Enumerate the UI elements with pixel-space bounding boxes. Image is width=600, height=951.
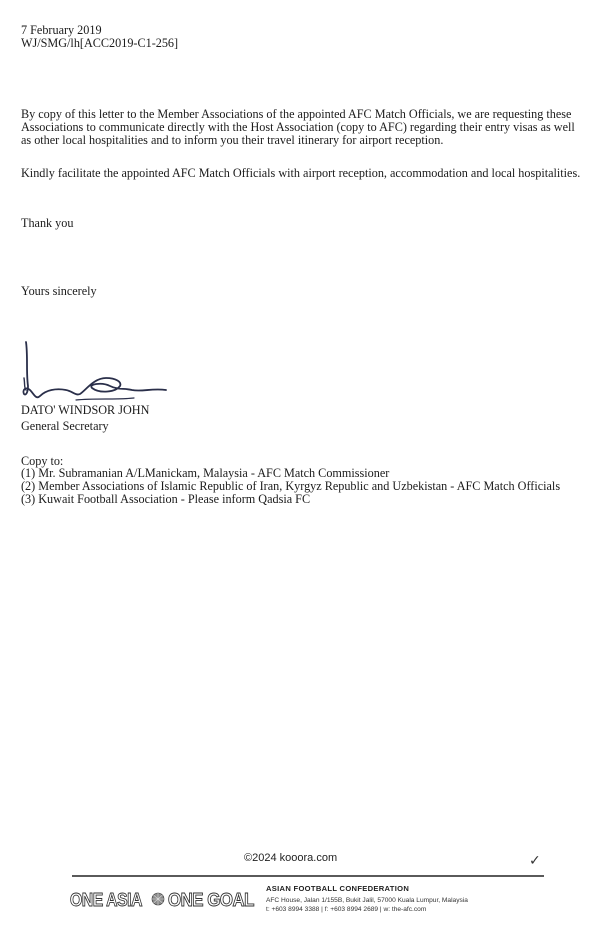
organization-address: AFC House, Jalan 1/155B, Bukit Jalil, 57000 Kuala Lumpur, Malaysia — [266, 897, 468, 904]
svg-text:ONE ASIA: ONE ASIA — [70, 890, 143, 910]
letter-date: 7 February 2019 — [21, 23, 102, 37]
organization-name: ASIAN FOOTBALL CONFEDERATION — [266, 884, 410, 893]
slogan-logo — [68, 886, 258, 912]
signatory-name: DATO' WINDSOR JOHN — [21, 403, 150, 417]
paragraph-line: as other local hospitalities and to inform you their travel itinerary for airport reception. — [21, 133, 444, 147]
signatory-title: General Secretary — [21, 419, 109, 433]
list-item: (3) Kuwait Football Association - Please inform Qadsia FC — [21, 492, 311, 506]
paragraph-facilitate: Kindly facilitate the appointed AFC Match Officials with airport reception, accommodation and local hospitalities. — [21, 166, 581, 180]
closing-text: Yours sincerely — [21, 284, 97, 298]
handwritten-signature — [16, 338, 186, 412]
footer-divider — [72, 875, 544, 877]
check-mark-icon: ✓ — [529, 852, 541, 868]
svg-text:ONE GOAL: ONE GOAL — [168, 890, 255, 910]
reference-number: WJ/SMG/lh[ACC2019-C1-256] — [21, 36, 179, 50]
paragraph-visa-request — [21, 108, 575, 147]
list-item: (2) Member Associations of Islamic Republic of Iran, Kyrgyz Republic and Uzbekistan - AFC Match Officials — [21, 479, 561, 493]
copy-to-heading: Copy to: — [21, 454, 64, 468]
thanks-text: Thank you — [21, 216, 74, 230]
copy-to-list — [21, 467, 560, 506]
organization-contact: t: +603 8994 3388 | f: +603 8994 2689 | w: the-afc.com — [266, 906, 427, 913]
paragraph-line: By copy of this letter to the Member Associations of the appointed AFC Match Officials, we are requesting these — [21, 107, 572, 121]
paragraph-line: Associations to communicate directly with the Host Association (copy to AFC) regarding their entry visas as well — [21, 120, 575, 134]
watermark-text: ©2024 kooora.com — [244, 852, 338, 864]
list-item: (1) Mr. Subramanian A/LManickam, Malaysia - AFC Match Commissioner — [21, 466, 390, 480]
